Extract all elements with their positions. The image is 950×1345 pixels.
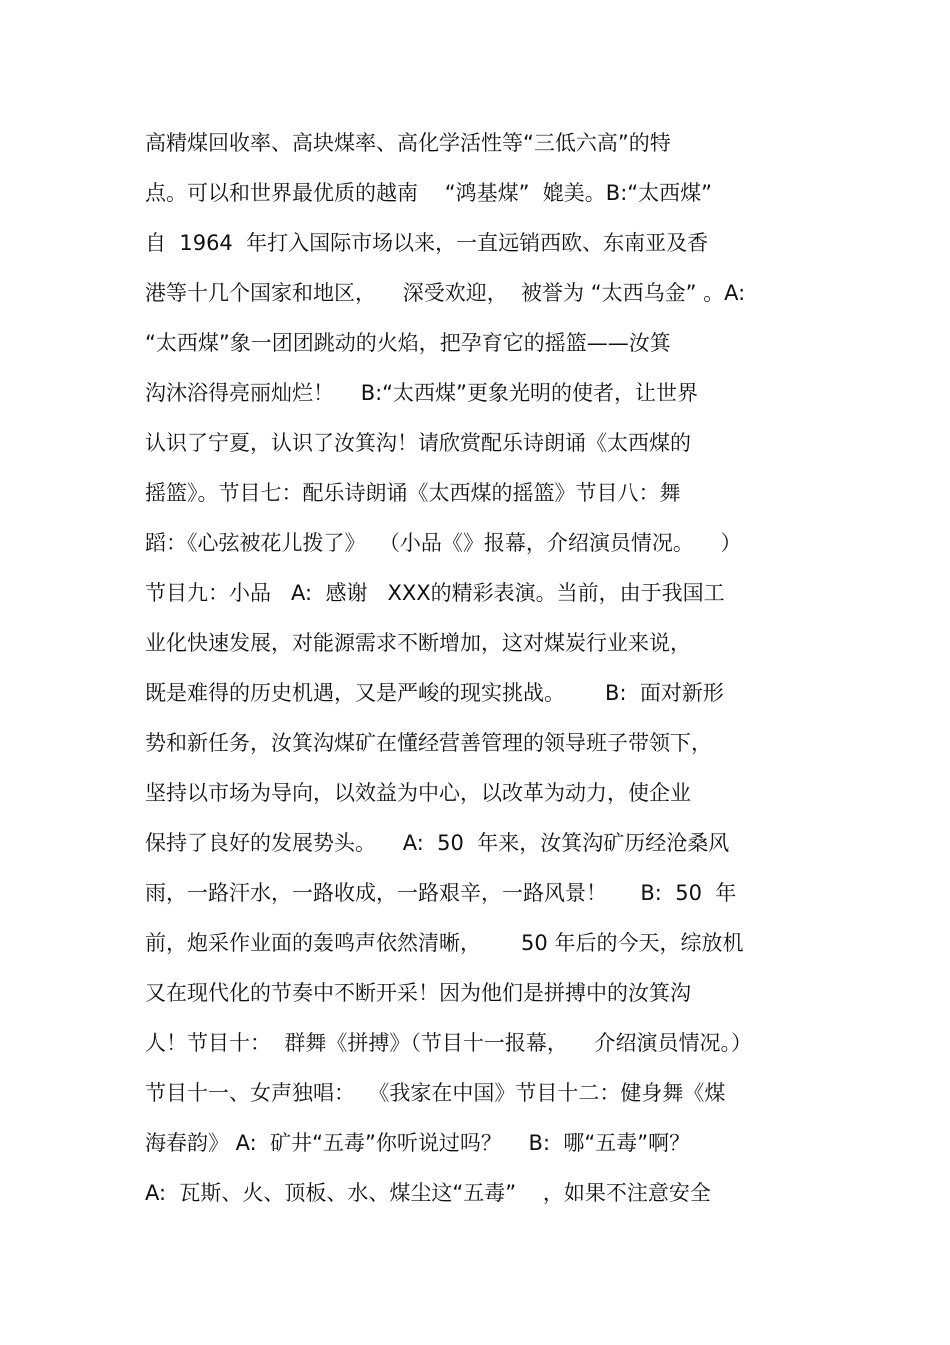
text-line: 雨，一路汗水，一路收成，一路艰辛，一路风景！ B: 50 年 [145, 881, 737, 905]
text-line: 摇篮》。节目七：配乐诗朗诵《太西煤的摇篮》节目八：舞 [145, 481, 681, 505]
text-line: 点。可以和世界最优质的越南 “鸿基煤” 媲美。B:“太西煤” [145, 181, 713, 205]
text-line: 港等十几个国家和地区， 深受欢迎， 被誉为 “太西乌金” 。A: [145, 281, 746, 305]
text-line: 势和新任务，汝箕沟煤矿在懂经营善管理的领导班子带领下， [145, 731, 712, 755]
text-line: 蹈：《心弦被花儿拨了》 （小品《》报幕，介绍演员情况。 ） [145, 531, 742, 555]
text-line: 自 1964 年打入国际市场以来，一直远销西欧、东南亚及香 [145, 231, 709, 255]
text-line: 既是难得的历史机遇，又是严峻的现实挑战。 B: 面对新形 [145, 681, 724, 705]
text-line: A: 瓦斯、火、顶板、水、煤尘这“五毒” ，如果不注意安全 [145, 1181, 711, 1205]
text-line: 海春韵》 A: 矿井“五毒”你听说过吗？ B: 哪“五毒”啊？ [145, 1131, 691, 1155]
body-text [145, 118, 825, 1218]
text-line: 前，炮采作业面的轰鸣声依然清晰， 50 年后的今天，综放机 [145, 931, 744, 955]
text-line: 高精煤回收率、高块煤率、高化学活性等“三低六高”的特 [145, 131, 671, 155]
text-line: 业化快速发展，对能源需求不断增加，这对煤炭行业来说， [145, 631, 691, 655]
text-line: 节目十一、女声独唱： 《我家在中国》节目十二：健身舞《煤 [145, 1081, 726, 1105]
text-line: 又在现代化的节奏中不断开采！因为他们是拼搏中的汝箕沟 [145, 981, 691, 1005]
text-line: 保持了良好的发展势头。 A: 50 年来，汝箕沟矿历经沧桑风 [145, 831, 730, 855]
text-line: “太西煤”象一团团跳动的火焰，把孕育它的摇篮——汝箕 [145, 331, 671, 355]
text-line: 人！节目十： 群舞《拼搏》（节目十一报幕， 介绍演员情况。） [145, 1031, 753, 1055]
text-line: 坚持以市场为导向，以效益为中心，以改革为动力，使企业 [145, 781, 691, 805]
text-line: 沟沐浴得亮丽灿烂！ B:“太西煤”更象光明的使者，让世界 [145, 381, 698, 405]
text-line: 节目九：小品 A: 感谢 XXX的精彩表演。当前，由于我国工 [145, 581, 725, 605]
text-line: 认识了宁夏，认识了汝箕沟！请欣赏配乐诗朗诵《太西煤的 [145, 431, 691, 455]
